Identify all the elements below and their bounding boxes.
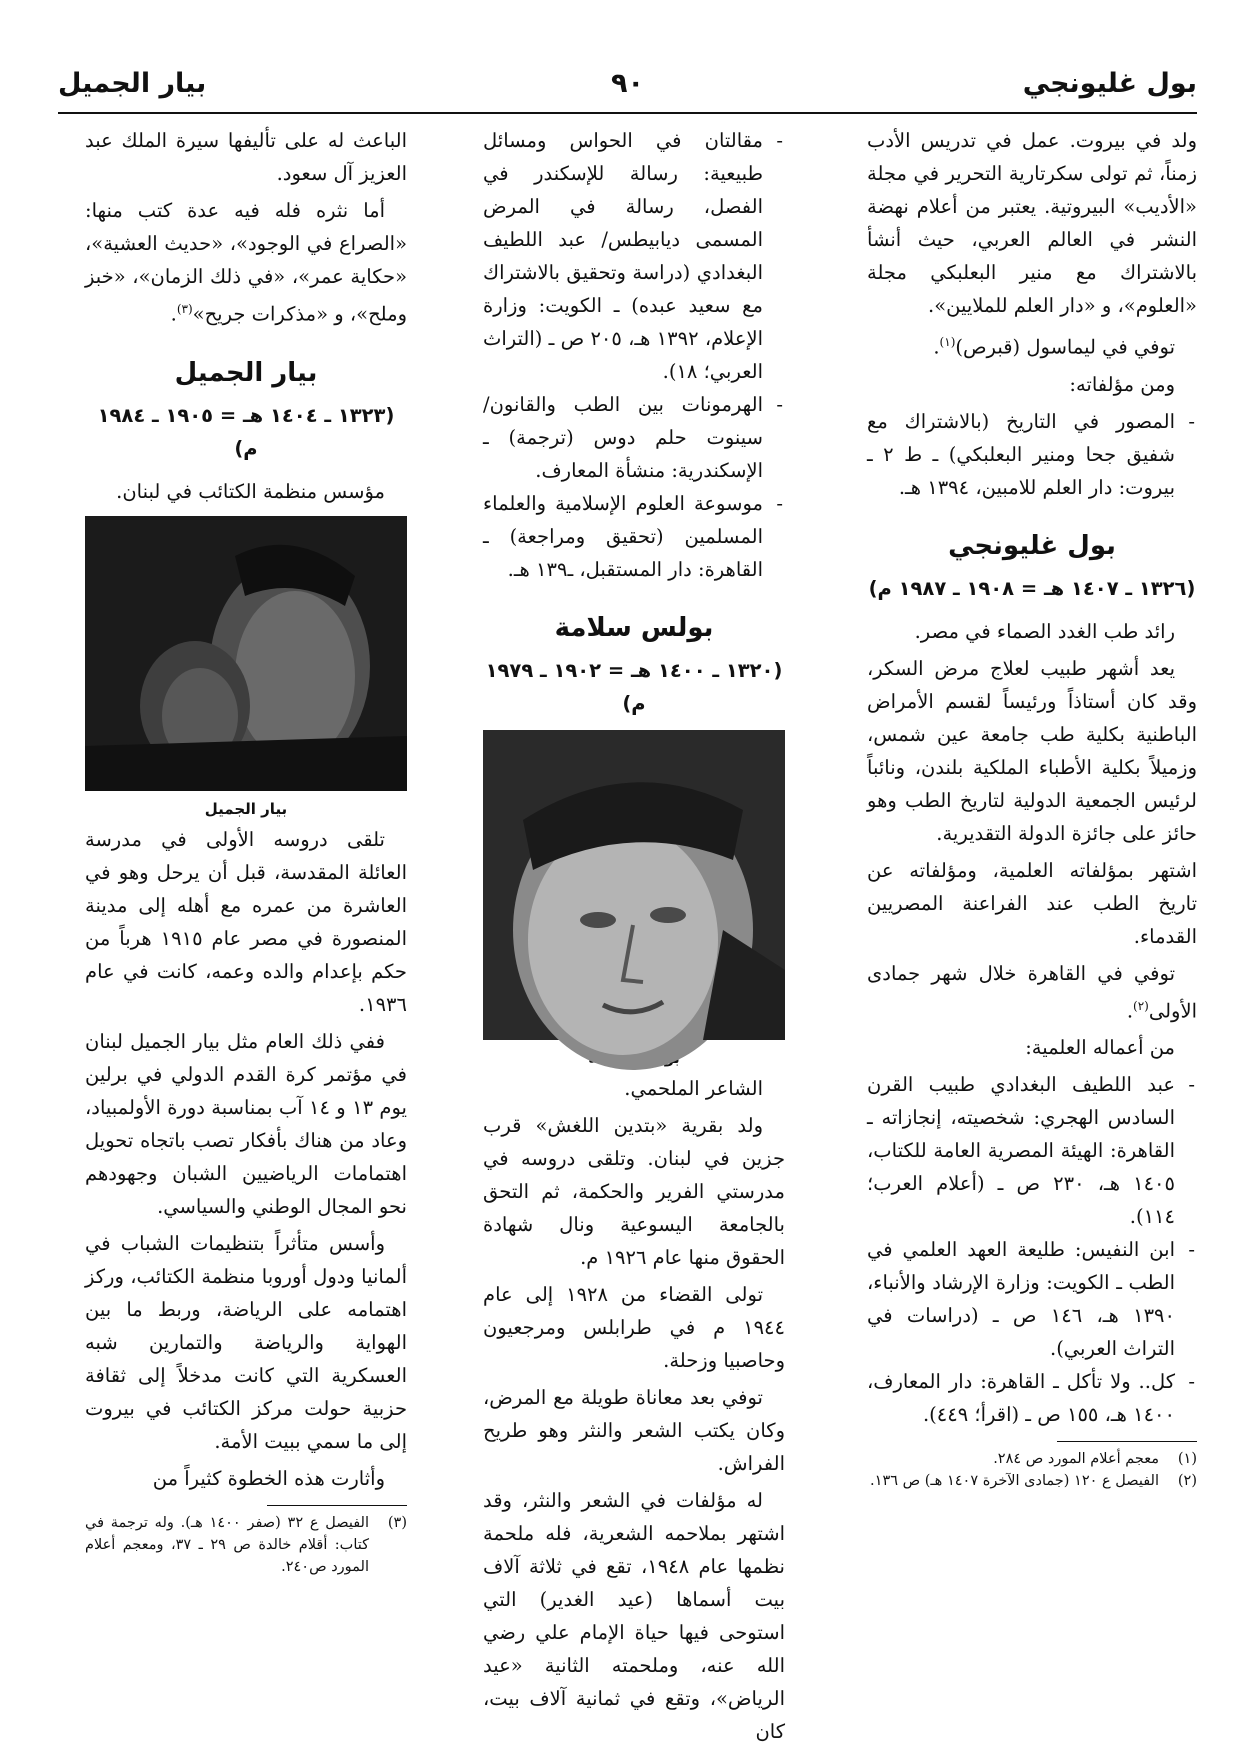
paragraph: الباعث له على تأليفها سيرة الملك عبد العزيز آل سعود. bbox=[85, 129, 407, 185]
photo-caption: بيار الجميل bbox=[204, 799, 288, 818]
entry-title: بولس سلامة bbox=[554, 613, 714, 643]
list-item: - المصور في التاريخ (بالاشتراك مع شفيق جحا ومنير البعلبكي) ـ ط ٢ ـ بيروت: دار العلم للامبين، ١٣٩٤ هـ. bbox=[867, 405, 1197, 504]
footnote: (١) معجم أعلام المورد ص ٢٨٤. bbox=[993, 1451, 1197, 1467]
list-item: - مقالتان في الحواس ومسائل طبيعية: رسالة للإسكندر في الفصل، رسالة في المرض المسمى ديابيطس/ عبد اللطيف البغدادي (دراسة وتحقيق بالاشتراك مع سعيد عبده) ـ الكويت: وزارة الإعلام، ١٣٩٢ هـ، ٢٠٥ ص ـ (التراث العربي؛ ١٨). bbox=[483, 124, 785, 388]
footnote-ref: (١) bbox=[939, 335, 956, 349]
paragraph: ففي ذلك العام مثل بيار الجميل لبنان في مؤتمر كرة القدم الدولي في برلين يوم ١٣ و ١٤ آب بمناسبة دورة الأولمبياد، وعاد من هناك بأفكار تصب باتجاه تحويل اهتمامات الرياضيين الشبان وجهودهم نحو المجال الوطني والسياسي. bbox=[85, 1029, 407, 1218]
paragraph: وأثارت هذه الخطوة كثيراً من bbox=[152, 1466, 385, 1490]
entry-title: بيار الجميل bbox=[174, 357, 318, 388]
footnote-ref: (٢) bbox=[1133, 998, 1149, 1013]
works-list bbox=[867, 405, 1197, 504]
portrait-photo bbox=[483, 730, 785, 1040]
paragraph: أما نثره فله فيه عدة كتب منها: «الصراع في الوجود»، «حديث العشية»، «حكاية عمر»، «في ذلك الزمان»، «خبز وملح»، و «مذكرات جريح»$^{(٣)}$. bbox=[85, 199, 407, 326]
column-middle bbox=[483, 124, 785, 1743]
column-left bbox=[85, 124, 407, 1634]
paragraph: من أعماله العلمية: bbox=[1025, 1036, 1175, 1059]
entry-dates: (١٣٢٦ ـ ١٤٠٧ هـ = ١٩٠٨ ـ ١٩٨٧ م) bbox=[868, 576, 1196, 600]
footnote-rule bbox=[267, 1505, 407, 1506]
paragraph: توفي بعد معاناة طويلة مع المرض، وكان يكتب الشعر والنثر وهو طريح الفراش. bbox=[483, 1386, 785, 1475]
footnote: (٣) الفيصل ع ٣٢ (صفر ١٤٠٠ هـ). وله ترجمة في كتاب: أقلام خالدة ص ٢٩ ـ ٣٧، ومعجم أعلام المورد ص٢٤٠. bbox=[85, 1514, 407, 1575]
paragraph: يعد أشهر طبيب لعلاج مرض السكر، وقد كان أستاذاً ورئيساً لقسم الأمراض الباطنية بكلية طب جامعة عين شمس، وزميلاً بكلية الأطباء الملكية بلندن، ونائباً لرئيس الجمعية الدولية لتاريخ الطب وهو حائز على جائزة الدولة التقديرية. bbox=[867, 656, 1197, 845]
paragraph: مؤسس منظمة الكتائب في لبنان. bbox=[116, 479, 385, 503]
running-header bbox=[58, 62, 1197, 106]
paragraph: ومن مؤلفاته: bbox=[1069, 372, 1175, 396]
list-item: - الهرمونات بين الطب والقانون/ سينوت حلم دوس (ترجمة) ـ الإسكندرية: منشأة المعارف. bbox=[483, 388, 785, 487]
works-list bbox=[483, 124, 785, 586]
footnotes bbox=[85, 1512, 407, 1578]
column-right bbox=[867, 124, 1197, 1634]
entry-title: بول غليونجي bbox=[948, 530, 1116, 561]
paragraph: تولى القضاء من ١٩٢٨ إلى عام ١٩٤٤ م في طرابلس ومرجعيون وحاصبيا وزحلة. bbox=[483, 1283, 785, 1372]
footnote-rule bbox=[1057, 1441, 1197, 1442]
paragraph: الشاعر الملحمي. bbox=[624, 1077, 763, 1100]
works-list bbox=[867, 1068, 1197, 1431]
list-item: - عبد اللطيف البغدادي طبيب القرن السادس الهجري: شخصيته، إنجازاته ـ القاهرة: الهيئة المصرية العامة للكتاب، ١٤٠٥ هـ، ٢٣٠ ص ـ (أعلام العرب؛ ١١٤). bbox=[867, 1068, 1197, 1233]
footnotes bbox=[867, 1448, 1197, 1492]
footnote-ref: (٣) bbox=[176, 302, 193, 316]
paragraph: اشتهر بمؤلفاته العلمية، ومؤلفاته عن تاريخ الطب عند الفراعنة المصريين القدماء. bbox=[867, 858, 1197, 948]
header-right-title: بول غليونجي bbox=[1022, 68, 1197, 99]
paragraph: رائد طب الغدد الصماء في مصر. bbox=[914, 619, 1175, 643]
portrait-photo bbox=[85, 516, 407, 791]
entry-dates: (١٣٢٣ ـ ١٤٠٤ هـ = ١٩٠٥ ـ ١٩٨٤ م) bbox=[97, 403, 395, 460]
header-left-title: بيار الجميل bbox=[58, 68, 207, 99]
list-item: - كل.. ولا تأكل ـ القاهرة: دار المعارف، ١٤٠٠ هـ، ١٥٥ ص ـ (اقرأ؛ ٤٤٩). bbox=[867, 1365, 1197, 1431]
paragraph: له مؤلفات في الشعر والنثر، وقد اشتهر بملاحمه الشعرية، فله ملحمة نظمها عام ١٩٤٨، تقع في ثلاثة آلاف بيت أسماها (عيد الغدير) التي استوحى فيها حياة الإمام علي رضي الله عنه، وملحمته الثانية «عيد الرياض»، وتقع في ثمانية آلاف بيت، كان bbox=[483, 1489, 785, 1743]
list-item: - ابن النفيس: طليعة العهد العلمي في الطب ـ الكويت: وزارة الإرشاد والأنباء، ١٣٩٠ هـ، ١٤٦ ص ـ (دراسات في التراث العربي). bbox=[867, 1233, 1197, 1365]
list-item: - موسوعة العلوم الإسلامية والعلماء المسلمين (تحقيق ومراجعة) ـ القاهرة: دار المستقبل، ـ١٣٩ هـ. bbox=[483, 487, 785, 586]
paragraph: تلقى دروسه الأولى في مدرسة العائلة المقدسة، قبل أن يرحل وهو في العاشرة من عمره مع أهله إلى مدينة المنصورة في مصر عام ١٩١٥ هرباً من حكم بإعدام والده وعمه، كانت في عام ١٩٣٦. bbox=[85, 827, 407, 1016]
paragraph: وأسس متأثراً بتنظيمات الشباب في ألمانيا ودول أوروبا منظمة الكتائب، وركز اهتمامه على الرياضة، وربط ما بين الهواية والرياضة والتمارين شبه العسكرية التي كانت مدخلاً إلى ثقافة حزبية حولت مركز الكتائب في بيروت إلى ما سمي ببيت الأمة. bbox=[85, 1231, 407, 1453]
paragraph: توفي في ليماسول (قبرص)$^{(١)}$. bbox=[933, 335, 1175, 359]
page-number: ٩٠ bbox=[611, 68, 644, 99]
footnote: (٢) الفيصل ع ١٢٠ (جمادى الآخرة ١٤٠٧ هـ) ص ١٣٦. bbox=[870, 1473, 1197, 1489]
header-rule bbox=[58, 112, 1197, 114]
paragraph: ولد في بيروت. عمل في تدريس الأدب زمناً، ثم تولى سكرتارية التحرير في مجلة «الأديب» البيروتية. يعتبر من أعلام نهضة النشر في العالم العربي، حيث أنشأ بالاشتراك مع منير البعلبكي مجلة «العلوم»، و «دار العلم للملايين». bbox=[867, 129, 1197, 317]
entry-dates: (١٣٢٠ ـ ١٤٠٠ هـ = ١٩٠٢ ـ ١٩٧٩ م) bbox=[485, 659, 783, 715]
paragraph: توفي في القاهرة خلال شهر جمادى الأولى$^{(٢)}$. bbox=[867, 961, 1197, 1022]
paragraph: ولد بقرية «بتدين اللغش» قرب جزين في لبنان. وتلقى دروسه في مدرستي الفرير والحكمة، ثم التحق بالجامعة اليسوعية ونال شهادة الحقوق منها عام ١٩٢٦ م. bbox=[483, 1114, 785, 1269]
